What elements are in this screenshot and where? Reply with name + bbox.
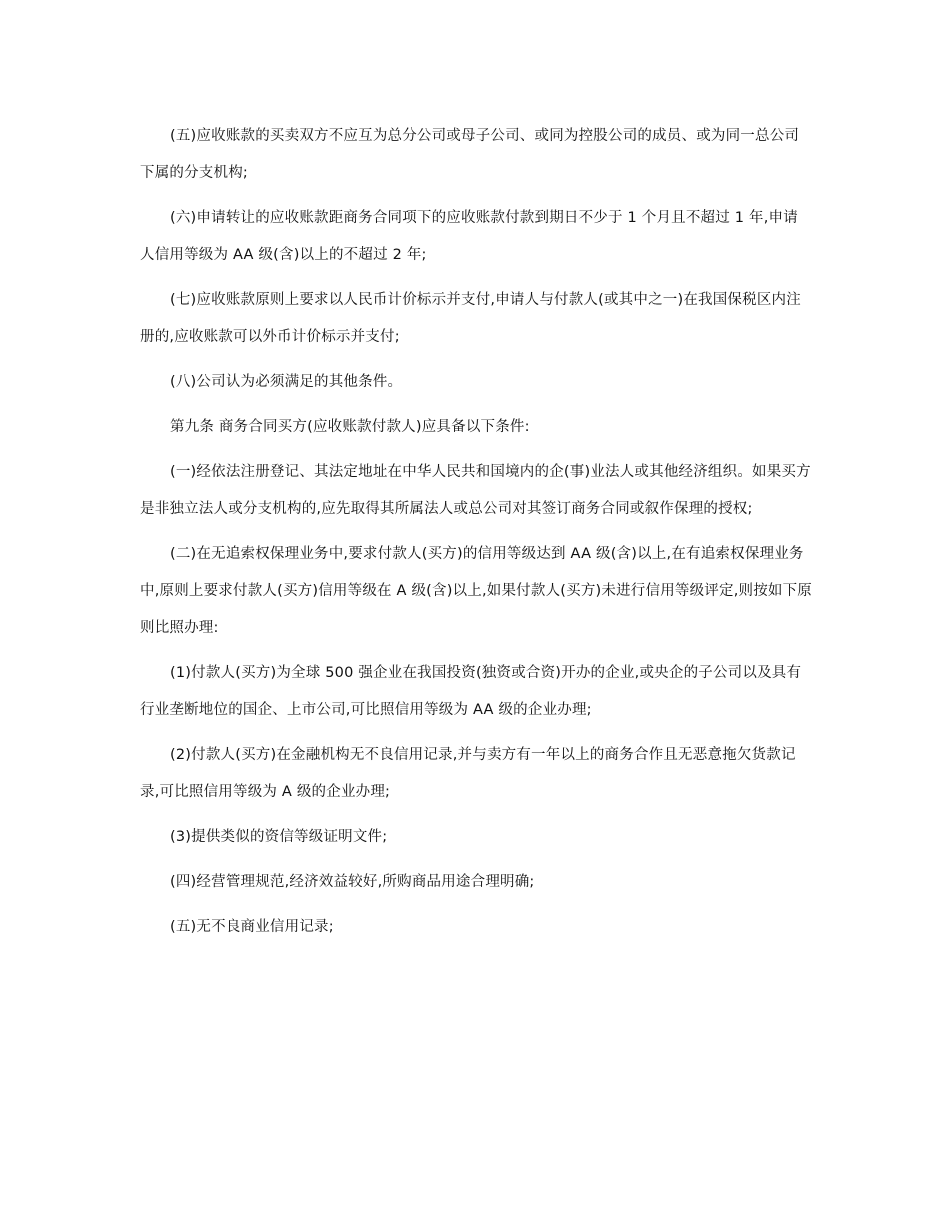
- article-9-heading: 第九条 商务合同买方(应收账款付款人)应具备以下条件:: [170, 419, 530, 435]
- paragraph-8: (1)付款人(买方)为全球 500 强企业在我国投资(独资或合资)开办的企业,或央企的子公司以及具有行业垄断地位的国企、上市公司,可比照信用等级为 AA 级的企业办理;: [140, 665, 802, 718]
- paragraph-12: (五)无不良商业信用记录;: [170, 919, 334, 935]
- paragraph-3: (七)应收账款原则上要求以人民币计价标示并支付,申请人与付款人(或其中之一)在我国保税区内注册的,应收账款可以外币计价标示并支付;: [140, 292, 801, 345]
- paragraph-10: (3)提供类似的资信等级证明文件;: [170, 829, 388, 845]
- paragraph-6: (一)经依法注册登记、其法定地址在中华人民共和国境内的企(事)业法人或其他经济组织。如果买方是非独立法人或分支机构的,应先取得其所属法人或总公司对其签订商务合同或叙作保理的授权;: [140, 464, 811, 517]
- document-body: [140, 118, 812, 954]
- paragraph-4: (八)公司认为必须满足的其他条件。: [170, 374, 403, 390]
- paragraph-1: (五)应收账款的买卖双方不应互为总分公司或母子公司、或同为控股公司的成员、或为同一总公司下属的分支机构;: [140, 128, 800, 181]
- paragraph-7: (二)在无追索权保理业务中,要求付款人(买方)的信用等级达到 AA 级(含)以上,在有追索权保理业务中,原则上要求付款人(买方)信用等级在 A 级(含)以上,如果付款人(买方)未进行信用等级评定,则按如下原则比照办理:: [140, 546, 813, 636]
- paragraph-9: (2)付款人(买方)在金融机构无不良信用记录,并与卖方有一年以上的商务合作且无恶意拖欠货款记录,可比照信用等级为 A 级的企业办理;: [140, 747, 796, 800]
- paragraph-11: (四)经营管理规范,经济效益较好,所购商品用途合理明确;: [170, 874, 535, 890]
- paragraph-2: (六)申请转让的应收账款距商务合同项下的应收账款付款到期日不少于 1 个月且不超过 1 年,申请人信用等级为 AA 级(含)以上的不超过 2 年;: [140, 210, 798, 263]
